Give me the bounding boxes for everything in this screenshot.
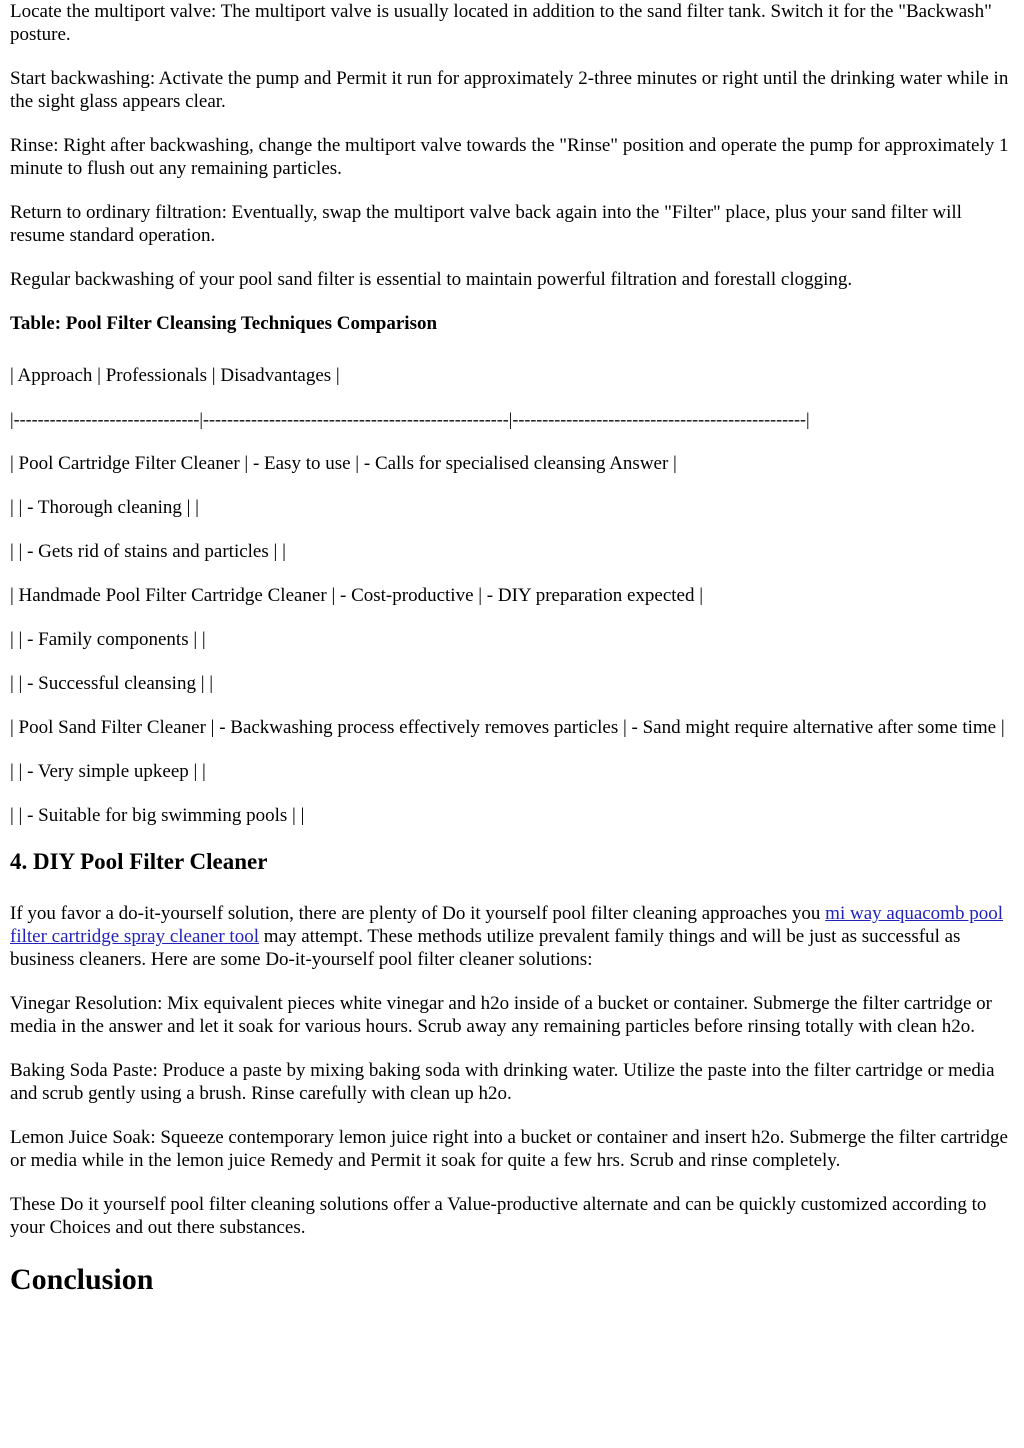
table-row: | | - Successful cleansing | | — [10, 673, 214, 694]
table-row: | | - Gets rid of stains and particles | | — [10, 541, 286, 562]
table-separator-row: |-------------------------------|---------------------------------------------------|-------------------------------------------------| — [10, 409, 810, 429]
step-return-filtration: Return to ordinary filtration: Eventually, swap the multiport valve back again into the "Filter" place, plus your sand filter will resume standard operation. — [10, 202, 962, 246]
table-row: | Handmade Pool Filter Cartridge Cleaner | - Cost-productive | - DIY preparation expected | — [10, 585, 704, 606]
diy-intro-text-after: may attempt. These methods utilize prevalent family things and will be just as successful as business cleaners. Here are some Do-it-yourself pool filter cleaner solutions: — [10, 926, 961, 970]
backwash-summary: Regular backwashing of your pool sand filter is essential to maintain powerful filtration and forestall clogging. — [10, 269, 853, 290]
table-row: | | - Thorough cleaning | | — [10, 497, 199, 518]
diy-intro-text-before: If you favor a do-it-yourself solution, there are plenty of Do it yourself pool filter cleaning approaches you — [10, 903, 826, 924]
table-header-row: | Approach | Professionals | Disadvantages | — [10, 365, 340, 386]
table-title: Table: Pool Filter Cleansing Techniques Comparison — [10, 313, 438, 334]
table-row: | | - Suitable for big swimming pools | | — [10, 805, 305, 826]
method-vinegar: Vinegar Resolution: Mix equivalent pieces white vinegar and h2o inside of a bucket or container. Submerge the filter cartridge or media in the answer and let it soak for various hours. Scrub away any remaining particles before rinsing totally with clean h2o. — [10, 993, 992, 1037]
table-row: | Pool Cartridge Filter Cleaner | - Easy to use | - Calls for specialised cleansing Answer | — [10, 453, 677, 474]
method-baking-soda: Baking Soda Paste: Produce a paste by mixing baking soda with drinking water. Utilize the paste into the filter cartridge or media and scrub gently using a brush. Rinse carefully with clean up h2o. — [10, 1060, 995, 1104]
aquacomb-spray-tool-link[interactable]: mi way aquacomb pool filter cartridge spray cleaner tool — [10, 903, 1003, 947]
table-row: | Pool Sand Filter Cleaner | - Backwashing process effectively removes particles | - Sand might require alternative after some time | — [10, 717, 1005, 738]
table-row: | | - Family components | | — [10, 629, 206, 650]
step-locate-valve: Locate the multiport valve: The multiport valve is usually located in addition to the sand filter tank. Switch it for the "Backwash" posture. — [10, 1, 992, 45]
diy-closing-paragraph: These Do it yourself pool filter cleaning solutions offer a Value-productive alternate and can be quickly customized according to your Choices and out there substances. — [10, 1194, 987, 1238]
step-start-backwashing: Start backwashing: Activate the pump and Permit it run for approximately 2-three minutes or right until the drinking water while in the sight glass appears clear. — [10, 68, 1009, 112]
conclusion-heading: Conclusion — [10, 1263, 154, 1296]
step-rinse: Rinse: Right after backwashing, change the multiport valve towards the "Rinse" position and operate the pump for approximately 1 minute to flush out any remaining particles. — [10, 135, 1009, 179]
section-heading-diy: 4. DIY Pool Filter Cleaner — [10, 849, 268, 874]
table-row: | | - Very simple upkeep | | — [10, 761, 206, 782]
diy-intro-paragraph — [10, 902, 1014, 971]
method-lemon-juice: Lemon Juice Soak: Squeeze contemporary lemon juice right into a bucket or container and insert h2o. Submerge the filter cartridge or media while in the lemon juice Remedy and Permit it soak for quite a few hrs. Scrub and rinse completely. — [10, 1127, 1008, 1171]
